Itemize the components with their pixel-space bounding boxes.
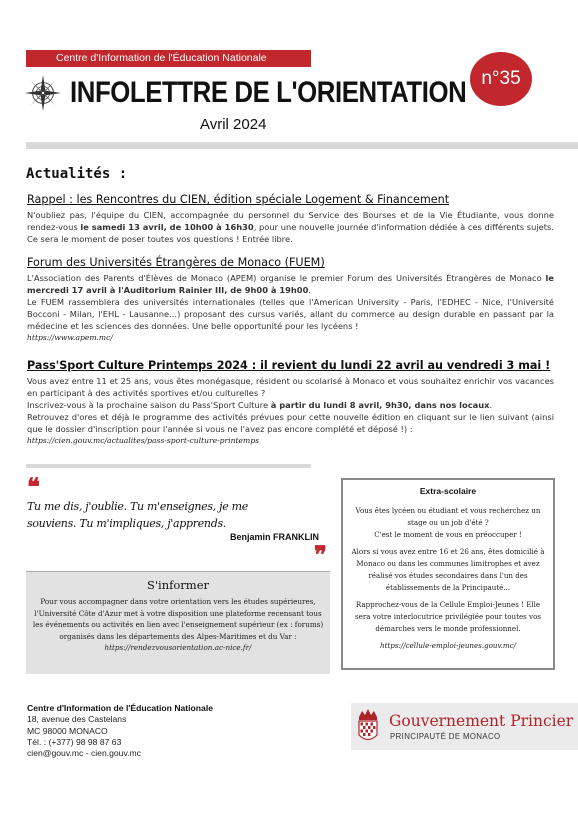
footer-address (27, 703, 213, 759)
informer-title: S'informer (146, 578, 209, 592)
monaco-crown-icon (355, 706, 381, 746)
footer-city: MC 98000 MONACO (27, 725, 108, 736)
article-highlight: le mercredi 17 avril à l'Auditorium Rainier III, de 9h00 à 19h00 (27, 273, 554, 295)
article-body (27, 209, 554, 245)
org-banner: Centre d'Information de l'Éducation Nationale (26, 50, 311, 67)
header-divider (26, 142, 578, 149)
extra-paragraph (349, 505, 547, 541)
informer-body: Pour vous accompagner dans votre orientation vers les études supérieures, l'Université Côte d'Azur met à votre disposition une plateforme recensant tous les événements ou activités en lien avec l'enseignement supérieur (ex : forums) organisés dans les départements des Alpes-Maritimes et du Var : (32, 597, 324, 641)
news-heading: Actualités : (26, 166, 128, 182)
article-pass-sport (27, 359, 554, 447)
article-body: Le FUEM rassemblera des universités internationales (telles que l'American University - Paris, l'EDHEC - Nice, l'Université Bocconi - Milan, l'EHL - Lausanne...) proposant des cursus variés, allant du commerce au design durable en passant par la médecine et les sciences des données. Une belle opportunité pour les lycéens ! (27, 297, 554, 331)
newsletter-title: INFOLETTRE DE L'ORIENTATION (70, 76, 467, 109)
article-body: Vous avez entre 11 et 25 ans, vous êtes monégasque, résident ou scolarisé à Monaco et vous souhaitez enrichir vos vacances en participant à des activités sportives et/ou culturelles ? (27, 376, 554, 398)
article-link[interactable]: https://www.apem.mc/ (27, 333, 113, 342)
article-title[interactable]: Rappel : les Rencontres du CIEN, édition spéciale Logement & Financement (27, 193, 450, 206)
issue-date: Avril 2024 (200, 116, 267, 133)
article-body (27, 399, 554, 411)
article-cien-meetings (27, 193, 554, 245)
government-subtitle: PRINCIPAUTÉ DE MONACO (390, 732, 501, 741)
extra-title: Extra-scolaire (419, 486, 477, 496)
informer-box (26, 571, 330, 674)
article-body: Retrouvez d'ores et déjà le programme des activités prévues pour cette nouvelle édition en cliquant sur le lien suivant (ainsi que le dossier d'inscription pour l'année si vous ne l'avez pas encore complété et déposé !) : (27, 412, 554, 434)
quote-close-icon: ❞ (314, 540, 327, 569)
extra-scolaire-box (341, 478, 555, 670)
extra-text: Vous êtes lycéen ou étudiant et vous recherchez un stage ou un job d'été ? (355, 506, 541, 527)
article-title[interactable]: Pass'Sport Culture Printemps 2024 : il revient du lundi 22 avril au vendredi 3 mai ! (27, 359, 551, 372)
footer-phone: Tél. : (+377) 98 98 87 63 (27, 736, 122, 747)
government-name: Gouvernement Princier (389, 712, 574, 730)
extra-text: C'est le moment de vous en préoccuper ! (374, 530, 522, 539)
article-highlight: à partir du lundi 8 avril, 9h30, dans nos locaux (270, 400, 490, 410)
compass-rose-icon (24, 74, 62, 112)
extra-paragraph: Alors si vous avez entre 16 et 26 ans, êtes domicilié à Monaco ou dans les communes limitrophes et avez réalisé vos études secondaires dans l'un des établissements de la Principauté... (351, 547, 545, 592)
footer-street: 18, avenue des Castelans (27, 714, 127, 725)
government-logo (351, 703, 578, 750)
article-body (27, 272, 554, 296)
article-title[interactable]: Forum des Universités Étrangères de Monaco (FUEM) (27, 256, 325, 269)
extra-link[interactable]: https://cellule-emploi-jeunes.gouv.mc/ (380, 641, 516, 650)
quote-author: Benjamin FRANKLIN (230, 532, 320, 542)
footer-contact[interactable]: cien@gouv.mc - cien.gouv.mc (27, 748, 141, 759)
article-text: L'Association des Parents d'Élèves de Monaco (APEM) organise le premier Forum des Universités Étrangères de Monaco (27, 273, 546, 283)
article-text: N'oubliez pas, l'équipe du CIEN, accompagnée du personnel du Service des Bourses et de la Vie Étudiante, vous donne rendez-vous (27, 210, 554, 232)
article-text: Inscrivez-vous à la prochaine saison du Pass'Sport Culture (27, 400, 271, 410)
article-fuem (27, 256, 554, 344)
issue-number-badge: n°35 (470, 52, 532, 106)
article-text: . (489, 400, 493, 410)
extra-paragraph: Rapprochez-vous de la Cellule Emploi-Jeunes ! Elle sera votre interlocutrice privilégiée pour toutes vos démarches vers le monde professionnel. (355, 600, 541, 633)
article-text: , pour une nouvelle journée d'information dédiée à ces différents sujets. Ce sera le moment de poser toutes vos questions ! Entrée libre. (27, 222, 555, 244)
informer-link[interactable]: https://rendezvousorientation.ac-nice.fr/ (104, 643, 252, 652)
article-text: . (308, 285, 311, 295)
article-link[interactable]: https://cien.gouv.mc/actualites/pass-sport-culture-printemps (27, 436, 259, 445)
article-highlight: le samedi 13 avril, de 10h00 à 16h30 (80, 222, 254, 232)
footer-org: Centre d'Information de l'Éducation Nationale (27, 703, 214, 713)
section-divider (26, 464, 311, 468)
quote-text: Tu me dis, j'oublie. Tu m'enseignes, je me souviens. Tu m'impliques, j'apprends. (27, 500, 248, 530)
quote-open-icon: ❝ (27, 472, 40, 501)
